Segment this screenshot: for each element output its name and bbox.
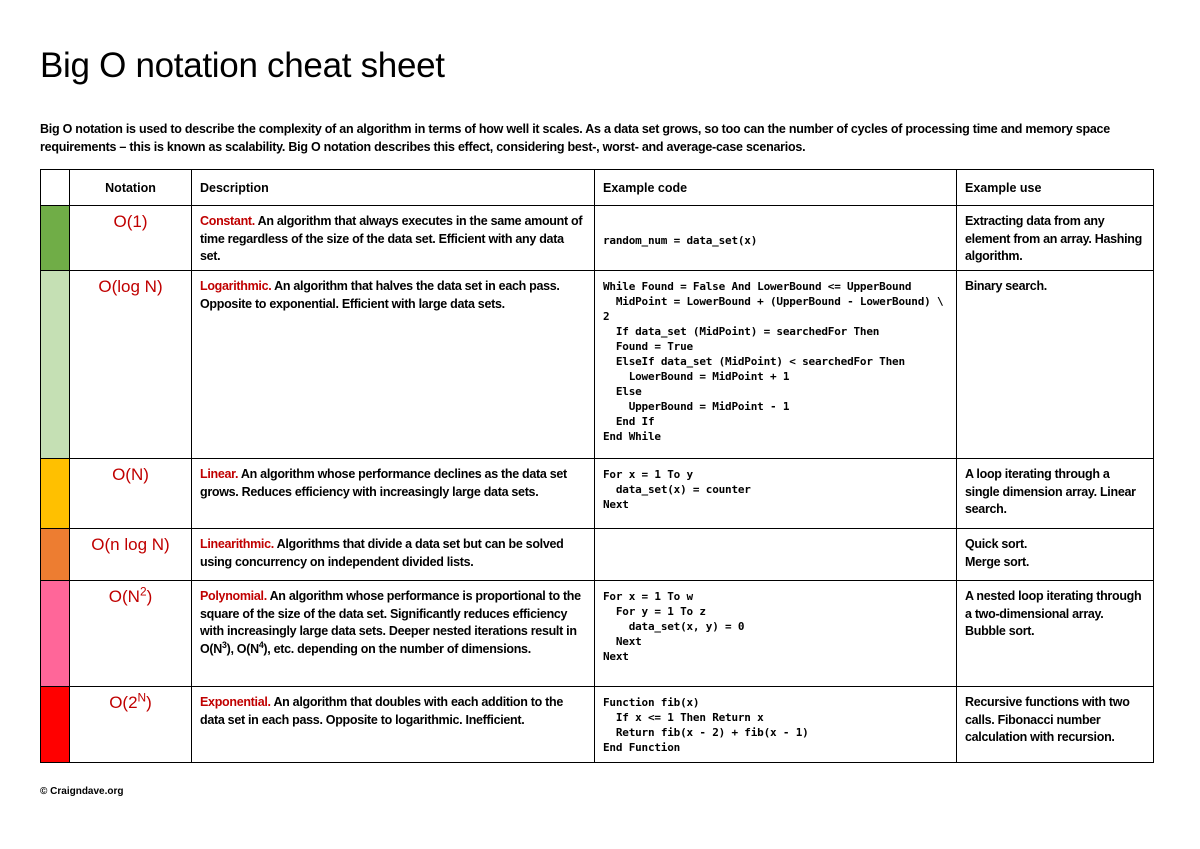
notation-cell: O(n log N)	[70, 529, 192, 581]
example-use-cell: Binary search.	[957, 271, 1154, 459]
description-cell: Linearithmic. Algorithms that divide a data set but can be solved using concurrency on independent divided lists.	[192, 529, 595, 581]
description-cell: Logarithmic. An algorithm that halves the data set in each pass. Opposite to exponential. Efficient with large data sets.	[192, 271, 595, 459]
description-cell: Exponential. An algorithm that doubles with each addition to the data set in each pass. Opposite to logarithmic. Inefficient.	[192, 687, 595, 763]
example-code-cell: random_num = data_set(x)	[595, 206, 957, 271]
table-row-exponential	[41, 687, 1154, 763]
notation-cell: O(log N)	[70, 271, 192, 459]
header-use: Example use	[957, 170, 1154, 206]
table-row-constant	[41, 206, 1154, 271]
color-swatch	[41, 459, 70, 529]
color-swatch	[41, 687, 70, 763]
header-description: Description	[192, 170, 595, 206]
color-swatch	[41, 271, 70, 459]
intro-paragraph: Big O notation is used to describe the complexity of an algorithm in terms of how well it scales. As a data set grows, so too can the number of cycles of processing time and memory space requirements – this is known as scalability. Big O notation describes this effect, considering best-, worst- and average-case scenarios.	[40, 122, 1110, 154]
example-code-cell	[595, 529, 957, 581]
table-row-linear	[41, 459, 1154, 529]
example-use-cell: Recursive functions with two calls. Fibonacci number calculation with recursion.	[957, 687, 1154, 763]
complexity-term: Linear	[200, 467, 236, 481]
example-use-cell: Quick sort. Merge sort.	[957, 529, 1154, 581]
example-code-cell: While Found = False And LowerBound <= UpperBound MidPoint = LowerBound + (UpperBound - LowerBound) \ 2 If data_set (MidPoint) = searchedFor Then Found = True ElseIf data_set (MidPoint) < searchedFor Then LowerBound = MidPoint + 1 Else UpperBound = MidPoint - 1 End If End While	[595, 271, 957, 459]
example-use-cell: Extracting data from any element from an array. Hashing algorithm.	[957, 206, 1154, 271]
example-use-cell: A nested loop iterating through a two-dimensional array. Bubble sort.	[957, 581, 1154, 687]
complexity-term: Constant	[200, 214, 252, 228]
color-swatch	[41, 206, 70, 271]
example-code-cell: Function fib(x) If x <= 1 Then Return x Return fib(x - 2) + fib(x - 1) End Function	[595, 687, 957, 763]
notation-cell: O(1)	[70, 206, 192, 271]
notation-cell: $O(N^2)$	[70, 581, 192, 687]
cheat-sheet-table	[40, 169, 1154, 763]
example-use-cell: A loop iterating through a single dimension array. Linear search.	[957, 459, 1154, 529]
complexity-term: Linearithmic	[200, 537, 271, 551]
header-swatch	[41, 170, 70, 206]
color-swatch	[41, 529, 70, 581]
copyright-notice: © Craigndave.org	[40, 786, 124, 797]
example-code-cell: For x = 1 To w For y = 1 To z data_set(x, y) = 0 Next Next	[595, 581, 957, 687]
notation-cell: O(N)	[70, 459, 192, 529]
notation-cell: $O(2^N)$	[70, 687, 192, 763]
header-row	[41, 170, 1154, 206]
table-row-logarithmic	[41, 271, 1154, 459]
complexity-term: Logarithmic	[200, 279, 269, 293]
complexity-term: Polynomial	[200, 589, 264, 603]
complexity-term: Exponential	[200, 695, 268, 709]
table-row-linearithmic	[41, 529, 1154, 581]
table-row-polynomial	[41, 581, 1154, 687]
description-cell: Linear. An algorithm whose performance declines as the data set grows. Reduces efficiency with increasingly large data sets.	[192, 459, 595, 529]
example-code-cell: For x = 1 To y data_set(x) = counter Next	[595, 459, 957, 529]
color-swatch	[41, 581, 70, 687]
description-cell: Constant. An algorithm that always executes in the same amount of time regardless of the size of the data set. Efficient with any data set.	[192, 206, 595, 271]
page-title: Big O notation cheat sheet	[40, 46, 445, 85]
description-cell: Polynomial. An algorithm whose performance is proportional to the square of the size of the data set. Significantly reduces efficiency with increasingly large data sets. Deeper nested iterations result in $O(N^3)$, $O(N^4)$, etc. depending on the number of dimensions.	[192, 581, 595, 687]
header-notation: Notation	[70, 170, 192, 206]
header-code: Example code	[595, 170, 957, 206]
